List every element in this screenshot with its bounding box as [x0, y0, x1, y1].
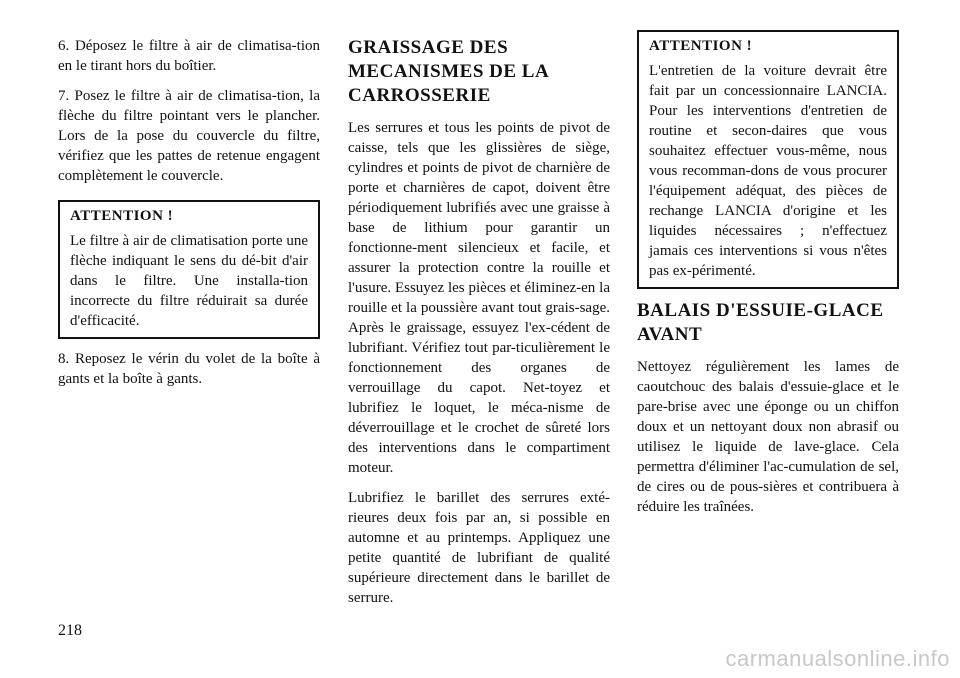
step-7-paragraph: 7. Posez le filtre à air de climatisa-tion, la flèche du filtre pointant vers le plancher. Lors de la pose du couvercle du filtre, vérifiez que les pattes de retenue engagent complètement le couvercle.	[58, 88, 320, 184]
middle-column	[348, 36, 610, 618]
watermark: carmanualsonline.info	[725, 646, 950, 671]
warning-text: Le filtre à air de climatisation porte une flèche indiquant le sens du dé-bit d'air dans le filtre. Une installa-tion incorrecte du filtre réduirait sa durée d'efficacité.	[70, 233, 308, 329]
page-number: 218	[58, 622, 82, 639]
right-column	[637, 36, 899, 527]
warning-box-filter	[58, 200, 320, 339]
warning-box-maintenance	[637, 30, 899, 289]
section-heading-wipers: BALAIS D'ESSUIE-GLACE AVANT	[637, 300, 884, 345]
step-8-paragraph: 8. Reposez le vérin du volet de la boîte à gants et la boîte à gants.	[58, 351, 320, 387]
step-6-paragraph: 6. Déposez le filtre à air de climatisa-tion en le tirant hors du boîtier.	[58, 38, 320, 74]
warning-title: ATTENTION !	[70, 208, 174, 224]
section-heading-lubrication: GRAISSAGE DES MECANISMES DE LA CARROSSERIE	[348, 37, 549, 106]
lubrication-paragraph-2: Lubrifiez le barillet des serrures exté-rieures deux fois par an, si possible en automne et au printemps. Appliquez une petite quantité de lubrifiant de qualité supérieure directement dans le barillet de serrure.	[348, 490, 610, 606]
warning-title: ATTENTION !	[649, 38, 753, 54]
warning-text: L'entretien de la voiture devrait être fait par un concessionnaire LANCIA. Pour les interventions d'entretien de routine et secon-daires que vous souhaitez effectuer vous-même, nous vous recomman-dons de vous procurer l'équipement adéquat, des pièces de rechange LANCIA d'origine et les liquides nécessaires ; n'effectuez jamais ces interventions si vous n'êtes pas ex-périmenté.	[649, 63, 887, 279]
left-column	[58, 36, 320, 399]
lubrication-paragraph-1: Les serrures et tous les points de pivot de caisse, tels que les glissières de siège, cylindres et points de pivot de charnière de porte et charnières de capot, doivent être périodiquement lubrifiés avec une graisse à base de lithium pour garantir un fonctionne-ment silencieux et facile, et assurer la protection contre la rouille et l'usure. Essuyez les pièces et éliminez-en la rouille et la poussière avant tout grais-sage. Après le graissage, essuyez l'ex-cédent de lubrifiant. Vérifiez tout par-ticulièrement le fonctionnement des organes de verrouillage du capot. Net-toyez et lubrifiez le loquet, le méca-nisme de déverrouillage et le crochet de sûreté lors des interventions dans le compartiment moteur.	[348, 120, 610, 476]
wipers-paragraph: Nettoyez régulièrement les lames de caoutchouc des balais d'essuie-glace et le pare-brise avec une éponge ou un chiffon doux et un nettoyant doux non abrasif ou utilisez le liquide de lave-glace. Cela permettra d'éliminer l'ac-cumulation de sel, de cires ou de pous-sières et contribuera à réduire les traînées.	[637, 359, 899, 515]
